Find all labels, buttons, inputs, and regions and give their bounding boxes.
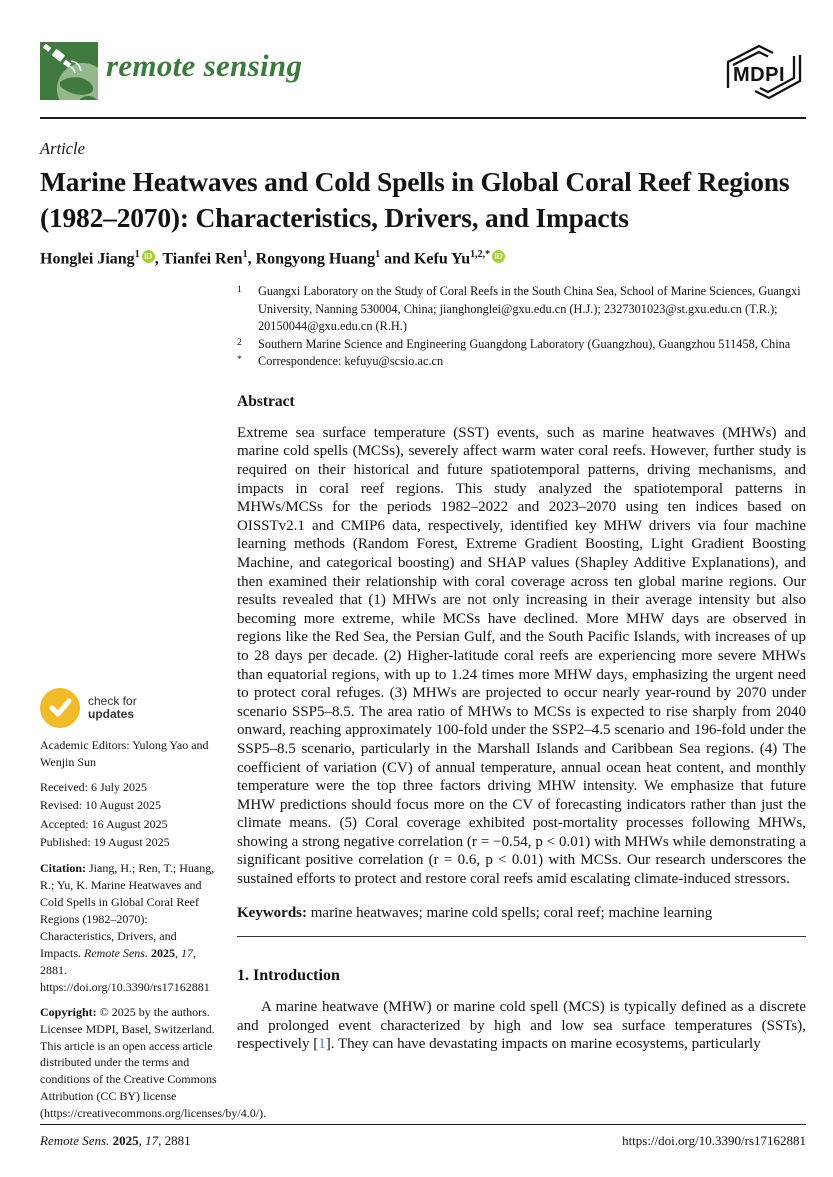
footer-journal-ref bbox=[40, 1133, 191, 1149]
mdpi-logo-text: MDPI bbox=[733, 64, 785, 86]
intro-paragraph bbox=[237, 998, 806, 1054]
header-divider bbox=[40, 117, 806, 119]
footer bbox=[40, 1133, 806, 1149]
citation-label: Citation: bbox=[40, 861, 86, 876]
author-name: Honglei Jiang bbox=[40, 250, 135, 268]
affiliation-marker: 2 bbox=[237, 336, 242, 348]
orcid-icon[interactable]: iD bbox=[492, 250, 505, 263]
footer-volume: 17 bbox=[145, 1133, 159, 1148]
citation-doi: , 2881. https://doi.org/10.3390/rs17162881 bbox=[40, 945, 210, 994]
correspondence-text: Correspondence: kefuyu@scsio.ac.cn bbox=[258, 354, 444, 369]
affiliation-item bbox=[237, 336, 806, 354]
check-for-updates-label bbox=[88, 695, 137, 722]
copyright-text: © 2025 by the authors. Licensee MDPI, Basel, Switzerland. This article is an open access article distributed under the terms and conditions of the Creative Commons Attribution (CC BY) license (https://creativecommons.org/licenses/by/4.0/). bbox=[40, 1004, 267, 1121]
author-superscript: 1,2,* bbox=[470, 249, 491, 260]
author-separator: , bbox=[247, 250, 256, 268]
footer-pages: , 2881 bbox=[158, 1133, 191, 1148]
citation-year: 2025 bbox=[147, 945, 175, 960]
citation-text: Jiang, H.; Ren, T.; Huang, R.; Yu, K. Marine Heatwaves and Cold Spells in Global Coral Reef Regions (1982–2070): Characteristics, Drivers, and Impacts. bbox=[40, 861, 215, 960]
author-name: Tianfei Ren bbox=[162, 250, 243, 268]
footer-comma: , bbox=[138, 1133, 146, 1148]
keywords-text: marine heatwaves; marine cold spells; coral reef; machine learning bbox=[307, 904, 713, 921]
affiliation-text: Guangxi Laboratory on the Study of Coral Reefs in the South China Sea, School of Marine Sciences, Guangxi University, Nanning 530004, China; jianghonglei@gxu.edu.cn (H.J.); 2327301023@st.gxu.edu.cn (T.R.); 20150044@gxu.edu.cn (R.H.) bbox=[258, 284, 801, 334]
remote-sensing-logo-icon bbox=[40, 42, 98, 100]
reference-link-1[interactable]: 1 bbox=[318, 1036, 326, 1053]
affiliation-marker: * bbox=[237, 354, 242, 366]
authors-line bbox=[40, 249, 806, 268]
footer-journal-name: Remote Sens. bbox=[40, 1133, 110, 1148]
badge-line-1: check for bbox=[88, 693, 137, 708]
affiliation-item bbox=[237, 283, 806, 336]
intro-text-pre: A marine heatwave (MHW) or marine cold spell (MCS) is typically defined as a discrete and prolonged event characterized by high and low sea surface temperatures (SSTs), respectively [ bbox=[237, 999, 806, 1053]
author-superscript: 1 bbox=[134, 249, 140, 260]
history-dates bbox=[40, 778, 220, 852]
affiliation-list bbox=[237, 283, 806, 371]
badge-line-2: updates bbox=[88, 707, 135, 721]
citation-volume: 17 bbox=[180, 945, 193, 960]
copyright-block bbox=[40, 1004, 267, 1122]
author-name: Kefu Yu bbox=[413, 250, 471, 268]
author-separator: , bbox=[154, 250, 163, 268]
author-name: Rongyong Huang bbox=[255, 250, 376, 268]
check-icon bbox=[40, 688, 80, 728]
received-date: Received: 6 July 2025 bbox=[40, 779, 147, 794]
intro-text-post: ]. They can have devastating impacts on marine ecosystems, particularly bbox=[325, 1036, 761, 1053]
copyright-label: Copyright: bbox=[40, 1004, 97, 1019]
article-type-label: Article bbox=[40, 139, 85, 158]
citation-block bbox=[40, 860, 220, 995]
section-divider bbox=[237, 936, 806, 937]
mdpi-logo-icon bbox=[720, 44, 808, 100]
section-heading-introduction: 1. Introduction bbox=[237, 967, 340, 985]
affiliation-item bbox=[237, 353, 806, 371]
author-superscript: 1 bbox=[375, 249, 381, 260]
sidebar bbox=[40, 688, 267, 1122]
footer-doi-link[interactable]: https://doi.org/10.3390/rs17162881 bbox=[622, 1133, 806, 1148]
affiliation-marker: 1 bbox=[237, 284, 242, 296]
abstract-text: Extreme sea surface temperature (SST) events, such as marine heatwaves (MHWs) and marine cold spells (MCSs), severely affect warm water coral reefs. However, further study is required on their historical and future spatiotemporal patterns, driving mechanisms, and impacts in coral reef regions. This study analyzed the spatiotemporal patterns in MHWs/MCSs for the periods 1982–2022 and 2023–2070 using ten indices based on OISSTv2.1 and CMIP6 data, respectively, identified key MHW drivers via four machine learning methods (Random Forest, Extreme Gradient Boosting, Light Gradient Boosting Machine, and categorical boosting) and SHAP values (Shapley Additive Explanations), and then examined their relationship with coral coverage across ten global marine regions. Our results revealed that (1) MHWs are not only increasing in their average intensity but also becoming more extreme, while MCSs have declined. More MHW days are observed in regions like the Red Sea, the Persian Gulf, and the South Pacific Islands, with increases of up to 28 days per decade. (2) Higher-latitude coral reefs are experiencing more severe MHWs than equatorial regions, with up to 1.24 times more MHW days, emphasizing the urgent need to protect coral refuges. (3) MHWs are projected to occur nearly year-round by 2070 under scenario SSP5–8.5. The area ratio of MHWs to MCSs is expected to rise sharply from 2040 onward, reaching approximately 100-fold under the SSP2–4.5 scenario and 196-fold under the SSP5–8.5 scenario, particularly in the Marshall Islands and Caribbean Sea regions. (4) The coefficient of variation (CV) of annual temperature, annual ocean heat content, and monthly temperature were the top three factors driving MHW intensity. We emphasize that future MHW predictions should focus more on the CV of forecasting indicators rather than just the climate means. (5) Coral coverage exhibited post-mortality processes following MHWs, showing a strong negative correlation (r = −0.54, p < 0.01) with MHWs while demonstrating a significant positive correlation (r = 0.6, p < 0.01) with MCSs. Our research underscores the sustained efforts to protect and restore coral reefs amid escalating climate-induced stressors. bbox=[237, 424, 806, 888]
journal-name: remote sensing bbox=[106, 48, 303, 83]
footer-divider bbox=[40, 1124, 806, 1125]
page-title: Marine Heatwaves and Cold Spells in Global Coral Reef Regions (1982–2070): Characteristics, Drivers, and Impacts bbox=[40, 166, 790, 233]
accepted-date: Accepted: 16 August 2025 bbox=[40, 816, 168, 831]
keywords-line bbox=[237, 904, 806, 923]
abstract-heading: Abstract bbox=[237, 392, 295, 410]
affiliation-text: Southern Marine Science and Engineering Guangdong Laboratory (Guangzhou), Guangzhou 511458, China bbox=[258, 336, 791, 351]
published-date: Published: 19 August 2025 bbox=[40, 835, 170, 850]
author-superscript: 1 bbox=[242, 249, 248, 260]
revised-date: Revised: 10 August 2025 bbox=[40, 798, 162, 813]
citation-comma: , bbox=[174, 945, 181, 960]
keywords-label: Keywords: bbox=[237, 904, 307, 921]
citation-journal: Remote Sens. bbox=[84, 945, 148, 960]
orcid-icon[interactable]: iD bbox=[142, 250, 155, 263]
check-for-updates-badge[interactable] bbox=[40, 688, 220, 728]
academic-editors-note: Academic Editors: Yulong Yao and Wenjin Sun bbox=[40, 738, 209, 769]
footer-year: 2025 bbox=[109, 1133, 139, 1148]
author-separator: and bbox=[380, 250, 414, 268]
